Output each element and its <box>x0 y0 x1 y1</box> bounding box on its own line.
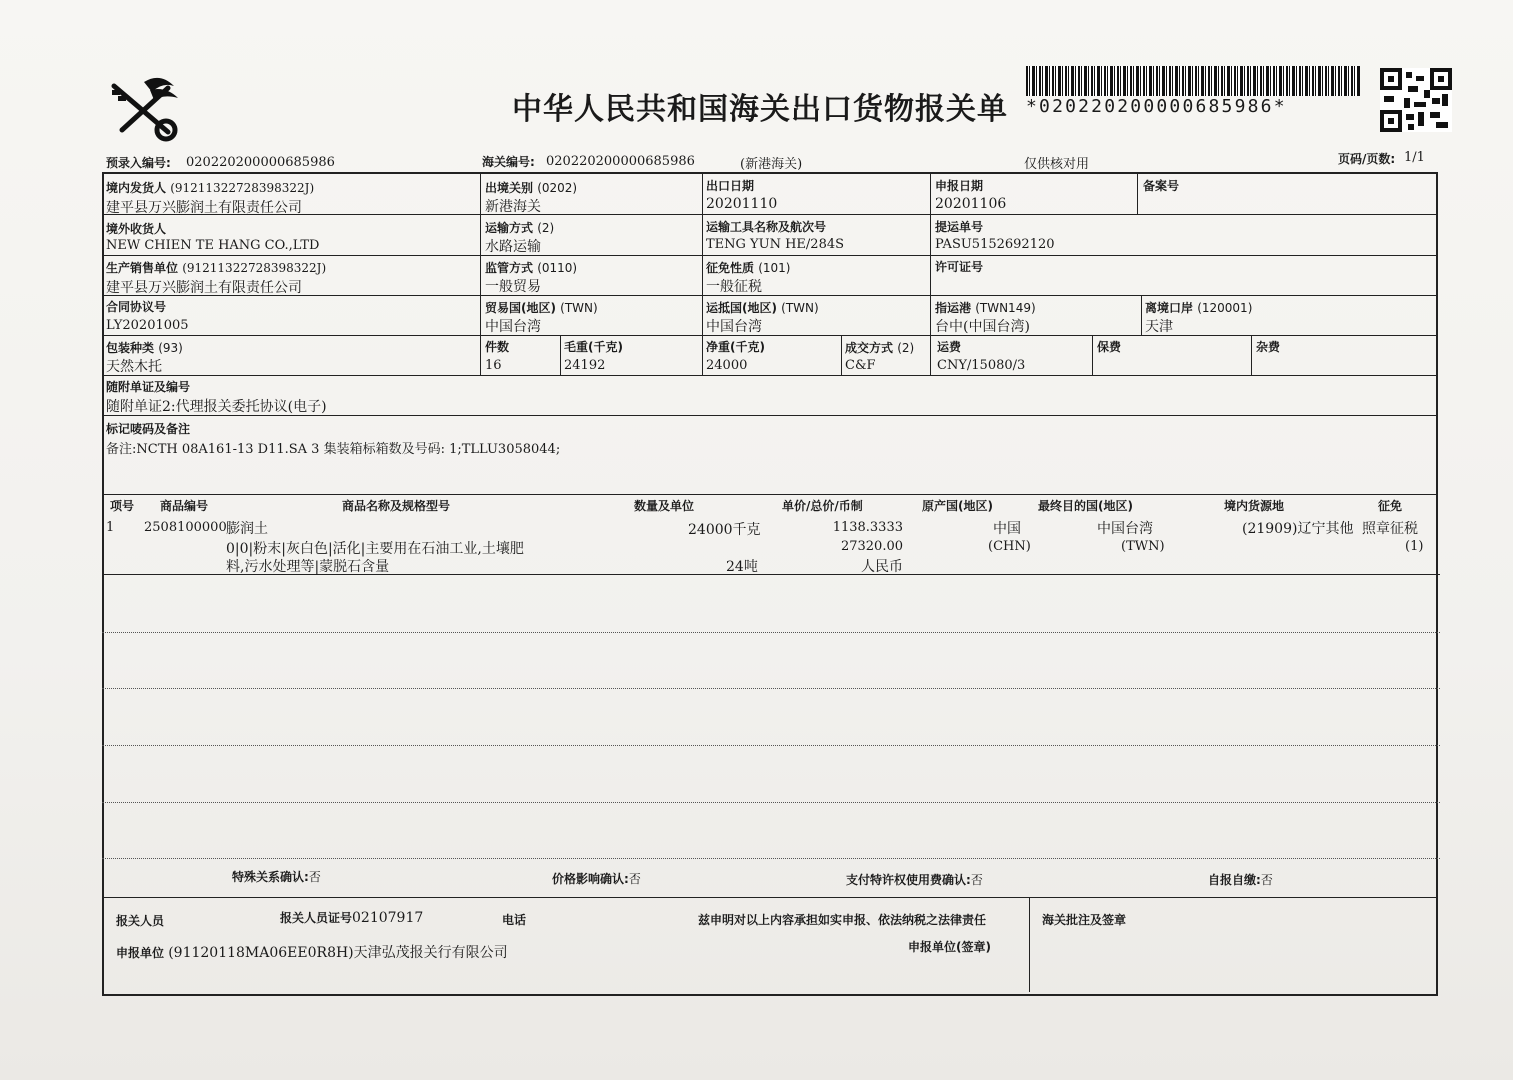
verify-only-note: 仅供核对用 <box>1024 157 1090 172</box>
freight: CNY/15080/3 <box>937 358 1026 373</box>
dest-country-label: 运抵国(地区) (TWN) <box>706 301 819 315</box>
declare-date: 20201106 <box>935 196 1007 212</box>
price-influence-confirm: 价格影响确认:否 <box>552 872 641 886</box>
shipper-label: 境内发货人 (91211322728398322J) <box>106 181 315 195</box>
goods-dest: 中国台湾 <box>1097 521 1153 537</box>
shipper-name: 建平县万兴膨润土有限责任公司 <box>106 200 302 216</box>
goods-currency: 人民币 <box>861 559 903 575</box>
declare-unit-sign: 申报单位(签章) <box>908 940 991 954</box>
package: 天然木托 <box>106 359 162 375</box>
trade-country: 中国台湾 <box>485 319 541 335</box>
goods-levy-code: (1) <box>1405 539 1424 554</box>
goods-unit-price: 1138.3333 <box>832 520 903 535</box>
license-label: 许可证号 <box>935 260 984 274</box>
exit-port: 新港海关 <box>485 199 541 215</box>
misc-fee-label: 杂费 <box>1256 340 1281 354</box>
freight-label: 运费 <box>937 340 962 354</box>
pieces-label: 件数 <box>485 340 510 354</box>
levy: 一般征税 <box>706 279 762 295</box>
gross-weight: 24192 <box>564 358 606 373</box>
goods-total-price: 27320.00 <box>840 539 903 554</box>
insurance-label: 保费 <box>1097 340 1122 354</box>
exit-border-label: 离境口岸 (120001) <box>1145 301 1253 315</box>
declare-unit: 申报单位 (91120118MA06EE0R8H)天津弘茂报关行有限公司 <box>116 945 508 961</box>
goods-levy: 照章征税 <box>1362 521 1418 537</box>
goods-header-levy: 征免 <box>1378 499 1403 513</box>
goods-header-source: 境内货源地 <box>1224 499 1285 513</box>
exit-border: 天津 <box>1145 319 1173 335</box>
royalty-confirm: 支付特许权使用费确认:否 <box>846 873 983 887</box>
goods-header-price: 单价/总价/币制 <box>782 499 863 513</box>
document-title: 中华人民共和国海关出口货物报关单 <box>512 92 1008 127</box>
dest-country: 中国台湾 <box>706 319 762 335</box>
consignee: NEW CHIEN TE HANG CO.,LTD <box>106 238 320 253</box>
customs-number-label: 海关编号: <box>482 155 535 169</box>
consignee-label: 境外收货人 <box>106 222 167 236</box>
net-weight-label: 净重(千克) <box>706 340 765 354</box>
declaration-statement: 兹申明对以上内容承担如实申报、依法纳税之法律责任 <box>698 913 987 927</box>
special-relation-confirm: 特殊关系确认:否 <box>232 870 321 884</box>
goods-header-origin: 原产国(地区) <box>922 499 993 513</box>
goods-name: 膨润土 <box>226 521 268 537</box>
page-value: 1/1 <box>1404 150 1425 165</box>
net-weight: 24000 <box>706 358 748 373</box>
producer-label: 生产销售单位 (91211322728398322J) <box>106 261 327 275</box>
preentry-label: 预录入编号: <box>106 156 171 170</box>
bl-number: PASU5152692120 <box>935 237 1055 252</box>
docs: 随附单证2:代理报关委托协议(电子) <box>106 399 327 415</box>
record-label: 备案号 <box>1143 179 1180 193</box>
bl-label: 提运单号 <box>935 220 984 234</box>
producer-name: 建平县万兴膨润土有限责任公司 <box>106 280 302 296</box>
pieces: 16 <box>485 358 502 373</box>
goods-source: (21909)辽宁其他 <box>1242 521 1354 537</box>
barcode <box>1026 66 1360 96</box>
goods-origin: 中国 <box>993 521 1021 537</box>
self-pay-confirm: 自报自缴:否 <box>1208 873 1273 887</box>
customs-number: 020220200000685986 <box>546 154 695 169</box>
supervision-label: 监管方式 (0110) <box>485 261 578 275</box>
declarer-label: 报关人员 <box>116 914 165 928</box>
docs-label: 随附单证及编号 <box>106 380 191 394</box>
goods-header-name: 商品名称及规格型号 <box>342 499 451 513</box>
goods-spec-line2: 料,污水处理等|蒙脱石含量 <box>226 559 390 575</box>
preentry-number: 020220200000685986 <box>186 155 335 170</box>
exit-port-label: 出境关别 (0202) <box>485 181 578 195</box>
terms: C&F <box>845 358 876 373</box>
customs-approval-label: 海关批注及签章 <box>1042 913 1127 927</box>
contract-number: LY20201005 <box>106 318 189 333</box>
transport-label: 运输方式 (2) <box>485 221 555 235</box>
export-date-label: 出口日期 <box>706 179 755 193</box>
supervision: 一般贸易 <box>485 279 541 295</box>
export-date: 20201110 <box>706 196 778 212</box>
goods-hs-code: 2508100000 <box>144 520 227 535</box>
goods-header-item: 项号 <box>110 499 135 513</box>
barcode-text: *020220200000685986* <box>1026 96 1287 117</box>
package-label: 包装种类 (93) <box>106 341 183 355</box>
marks: 备注:NCTH 08A161-13 D11.SA 3 集装箱标箱数及号码: 1;TLLU3058044; <box>106 442 561 457</box>
goods-header-dest: 最终目的国(地区) <box>1038 499 1133 513</box>
vessel-label: 运输工具名称及航次号 <box>706 220 827 234</box>
customs-emblem-icon <box>104 72 184 142</box>
phone-label: 电话 <box>502 913 527 927</box>
goods-item-no: 1 <box>106 520 115 535</box>
port: 台中(中国台湾) <box>935 319 1030 335</box>
goods-origin-code: (CHN) <box>988 539 1031 554</box>
vessel: TENG YUN HE/284S <box>706 237 845 252</box>
page-label: 页码/页数: <box>1338 152 1396 166</box>
declarer-cert: 报关人员证号02107917 <box>280 910 424 926</box>
qr-code-icon <box>1380 68 1452 132</box>
goods-header-code: 商品编号 <box>160 499 209 513</box>
goods-header-qty: 数量及单位 <box>634 499 695 513</box>
goods-dest-code: (TWN) <box>1121 539 1165 554</box>
levy-label: 征免性质 (101) <box>706 261 791 275</box>
trade-country-label: 贸易国(地区) (TWN) <box>485 301 598 315</box>
terms-label: 成交方式 (2) <box>845 341 915 355</box>
goods-qty2: 24吨 <box>726 559 758 575</box>
goods-spec-line1: 0|0|粉末|灰白色|活化|主要用在石油工业,土壤肥 <box>226 541 524 557</box>
transport: 水路运输 <box>485 239 541 255</box>
marks-label: 标记唛码及备注 <box>106 422 191 436</box>
declare-date-label: 申报日期 <box>935 179 984 193</box>
contract-label: 合同协议号 <box>106 300 167 314</box>
customs-office: (新港海关) <box>740 157 803 172</box>
goods-qty1: 24000千克 <box>688 522 761 538</box>
gross-weight-label: 毛重(千克) <box>564 340 623 354</box>
port-label: 指运港 (TWN149) <box>935 301 1036 315</box>
